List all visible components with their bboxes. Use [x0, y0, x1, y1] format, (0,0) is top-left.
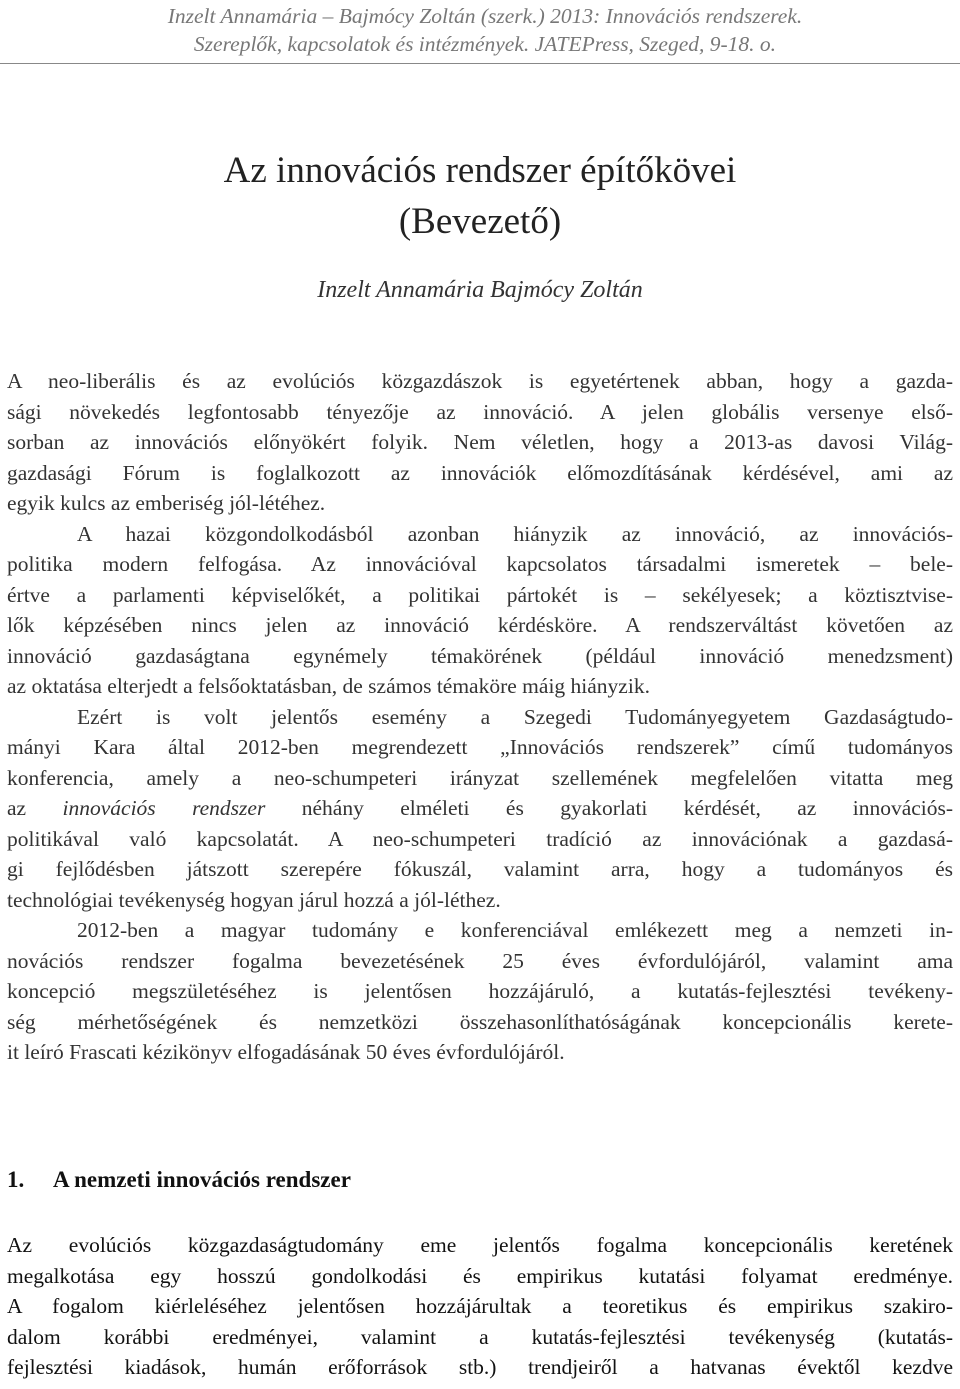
- text-line: mányi Kara által 2012-ben megrendezett „Innovációs rendszerek” című tudományos: [7, 735, 953, 759]
- section-heading: [7, 1164, 351, 1196]
- section-number: 1.: [7, 1167, 25, 1192]
- text-line: novációs rendszer fogalma bevezetésének 25 éves évfordulójáról, valamint ama: [7, 948, 953, 973]
- text-line: értve a parlamenti képviselőkét, a politikai pártokét is – sekélyesek; a köztisztvise-: [7, 582, 953, 607]
- text-line: A neo-liberális és az evolúciós közgazdászok is egyetértenek abban, hogy a gazda-: [7, 369, 953, 393]
- text-line: Az evolúciós közgazdaságtudomány eme jelentős fogalma koncepcionális keretének: [7, 1233, 953, 1257]
- paper-title: Az innovációs rendszer építőkövei: [223, 150, 737, 191]
- text-line: technológiai tevékenység hogyan járul hozzá a jól-léthez.: [7, 887, 501, 912]
- text-line: politikával való kapcsolatát. A neo-schumpeteri tradíció az innovációnak a gazdasá-: [7, 826, 953, 851]
- section-title: A nemzeti innovációs rendszer: [53, 1167, 351, 1192]
- text-line: it leíró Frascati kézikönyv elfogadásának 50 éves évfordulójáról.: [7, 1040, 565, 1064]
- text-fragment: az: [7, 796, 27, 820]
- text-line: az oktatása elterjedt a felsőoktatásban, de számos témaköre máig hiányzik.: [7, 674, 650, 698]
- header-line-1: Inzelt Annamária – Bajmócy Zoltán (szerk.) 2013: Innovációs rendszerek.: [167, 4, 803, 28]
- text-line: sorban az innovációs előnyökért folyik. Nem véletlen, hogy a 2013-as davosi Világ-: [7, 430, 953, 454]
- text-line: sági növekedés legfontosabb tényezője az innováció. A jelen globális versenye első-: [7, 399, 953, 424]
- text-line: Ezért is volt jelentős esemény a Szegedi Tudományegyetem Gazdaságtudo-: [77, 704, 953, 729]
- text-fragment: néhány elméleti és gyakorlati kérdését, az innovációs-: [301, 796, 954, 820]
- authors: Inzelt Annamária Bajmócy Zoltán: [317, 277, 643, 303]
- intro-text: [7, 366, 953, 1068]
- text-line: koncepció megszületéséhez is jelentősen hozzájáruló, a kutatás-fejlesztési tevékeny-: [7, 979, 953, 1003]
- emphasized-term: innovációs rendszer: [62, 796, 266, 820]
- text-line: megalkotása egy hosszú gondolkodási és empirikus kutatási folyamat eredménye.: [7, 1263, 953, 1288]
- text-line: egyik kulcs az emberiség jól-létéhez.: [7, 491, 326, 515]
- text-line: gi fejlődésben játszott szerepére fókuszál, valamint arra, hogy a tudományos és: [7, 857, 953, 881]
- text-line: politika modern felfogása. Az innovációval kapcsolatos társadalmi ismeretek – bele-: [7, 552, 953, 576]
- text-line: 2012-ben a magyar tudomány e konferenciával emlékezett meg a nemzeti in-: [77, 918, 953, 942]
- text-line: lők képzésében nincs jelen az innováció kérdésköre. A rendszerváltást követően az: [7, 613, 953, 637]
- section-text: [7, 1230, 953, 1383]
- header-divider: [0, 63, 960, 64]
- text-line: konferencia, amely a neo-schumpeteri irányzat szellemének megfelelően vitatta meg: [7, 765, 953, 790]
- paper-subtitle: (Bevezető): [398, 201, 562, 242]
- text-line: gazdasági Fórum is foglalkozott az innovációk előmozdításának kérdésével, ami az: [7, 460, 953, 485]
- text-line: ség mérhetőségének és nemzetközi összehasonlíthatóságának koncepcionális kerete-: [7, 1009, 953, 1034]
- text-line: fejlesztési kiadások, humán erőforrások stb.) trendjeiről a hatvanas évektől kezdve: [7, 1355, 953, 1379]
- text-line: dalom korábbi eredményei, valamint a kutatás-fejlesztési tevékenység (kutatás-: [7, 1324, 953, 1349]
- text-line: innováció gazdaságtana egynémely témakörének (például innováció menedzsment): [7, 643, 953, 668]
- text-line: A fogalom kiérleléséhez jelentősen hozzájárultak a teoretikus és empirikus szakiro-: [7, 1294, 953, 1318]
- text-line: A hazai közgondolkodásból azonban hiányzik az innováció, az innovációs-: [77, 521, 953, 546]
- header-line-2: Szereplők, kapcsolatok és intézmények. JATEPress, Szeged, 9-18. o.: [193, 32, 777, 56]
- running-header: [105, 2, 865, 58]
- text-line-with-emphasis: [7, 793, 953, 824]
